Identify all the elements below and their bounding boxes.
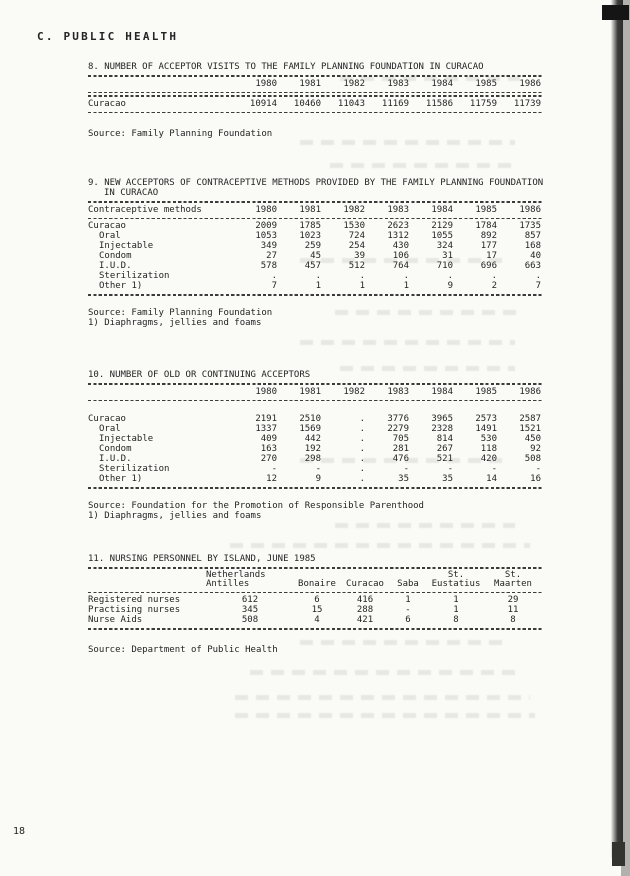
row-label: Condom <box>99 251 132 261</box>
column-header-line: Curacao <box>346 578 384 589</box>
cell: 106 <box>392 251 409 261</box>
cell: 11739 <box>513 98 541 109</box>
cell: - <box>403 464 409 474</box>
cell: 7 <box>535 281 541 291</box>
column-header <box>390 571 426 589</box>
column-header: Contraceptive methods <box>88 204 202 215</box>
cell: . <box>359 474 365 484</box>
year-header: 1984 <box>431 204 453 215</box>
year-header: 1982 <box>343 386 365 397</box>
table-row <box>88 444 544 454</box>
row-label: I.U.D. <box>99 454 132 464</box>
cell: 10914 <box>249 98 277 109</box>
row-label: Sterilization <box>99 271 170 281</box>
source-line: Source: Foundation for the Promotion of Responsible Parenthood <box>88 500 424 511</box>
year-header: 1985 <box>475 78 497 89</box>
cell: . <box>491 271 497 281</box>
scan-bottom-mark <box>612 842 625 866</box>
row-label: Curacao <box>88 98 126 109</box>
cell: 267 <box>436 444 453 454</box>
cell: 512 <box>348 261 365 271</box>
year-header: 1984 <box>431 78 453 89</box>
cell: 11759 <box>469 98 497 109</box>
cell: 1055 <box>431 231 453 241</box>
cell: 9 <box>447 281 453 291</box>
cell: . <box>359 444 365 454</box>
cell: 2328 <box>431 424 453 434</box>
cell: 416 <box>356 595 374 605</box>
bleed-through-mark <box>235 695 530 700</box>
table-11-header-row <box>88 571 544 589</box>
cell: 696 <box>480 261 497 271</box>
cell: 168 <box>524 241 541 251</box>
table-row <box>88 464 544 474</box>
cell: 724 <box>348 231 365 241</box>
cell: 1337 <box>255 424 277 434</box>
cell: 476 <box>392 454 409 464</box>
cell: 6 <box>314 595 320 605</box>
cell: 1569 <box>299 424 321 434</box>
row-label: Injectable <box>99 241 154 251</box>
cell: 10460 <box>293 98 321 109</box>
cell: 2510 <box>299 414 321 424</box>
cell: 508 <box>524 454 541 464</box>
cell: 163 <box>260 444 277 454</box>
cell: . <box>535 271 541 281</box>
year-header: 1981 <box>299 78 321 89</box>
column-header <box>294 571 340 589</box>
table-row <box>88 434 544 444</box>
cell: . <box>359 424 365 434</box>
column-header <box>206 571 294 589</box>
bleed-through-mark <box>300 258 505 263</box>
dashed-rule <box>88 567 544 569</box>
table-9-title-line1: 9. NEW ACCEPTORS OF CONTRACEPTIVE METHODS PROVIDED BY THE FAMILY PLANNING FOUNDATION <box>88 178 544 188</box>
cell: 4 <box>314 615 320 625</box>
cell: 1 <box>453 595 459 605</box>
source-line: Source: Family Planning Foundation <box>88 129 273 139</box>
cell: 8 <box>453 615 459 625</box>
cell: 12 <box>266 474 277 484</box>
cell: 421 <box>356 615 374 625</box>
source-line: Source: Department of Public Health <box>88 644 278 655</box>
cell: 2587 <box>519 414 541 424</box>
cell: 192 <box>304 444 321 454</box>
year-header: 1986 <box>519 204 541 215</box>
dashed-rule <box>88 112 544 114</box>
cell: - <box>535 464 541 474</box>
cell: - <box>405 605 411 615</box>
cell: 16 <box>530 474 541 484</box>
table-row <box>88 99 544 109</box>
bleed-through-mark <box>335 523 515 528</box>
dashed-rule <box>88 628 544 630</box>
table-row <box>88 271 544 281</box>
cell: 11043 <box>337 98 365 109</box>
cell: 2 <box>491 281 497 291</box>
table-10-years-row <box>88 387 544 397</box>
column-header-line: Netherlands <box>206 569 266 580</box>
cell: 11586 <box>425 98 453 109</box>
scan-edge-shadow <box>611 0 623 858</box>
table-row <box>88 414 544 424</box>
cell: 1312 <box>387 231 409 241</box>
dashed-rule <box>88 95 544 97</box>
cell: - <box>447 464 453 474</box>
cell: 508 <box>241 615 259 625</box>
cell: 1 <box>359 281 365 291</box>
year-header: 1980 <box>255 204 277 215</box>
year-header: 1980 <box>255 78 277 89</box>
row-label: Oral <box>99 231 121 241</box>
cell: . <box>359 271 365 281</box>
cell: 1023 <box>299 231 321 241</box>
cell: 2191 <box>255 414 277 424</box>
cell: . <box>359 454 365 464</box>
cell: 298 <box>304 454 321 464</box>
table-row <box>88 231 544 241</box>
bleed-through-mark <box>300 458 505 463</box>
cell: 3965 <box>431 414 453 424</box>
cell: 324 <box>436 241 453 251</box>
cell: . <box>359 464 365 474</box>
cell: 15 <box>311 605 323 615</box>
cell: . <box>403 271 409 281</box>
cell: . <box>359 414 365 424</box>
year-header: 1986 <box>519 78 541 89</box>
cell: 1785 <box>299 221 321 231</box>
bleed-through-mark <box>340 76 520 81</box>
row-label: Practising nurses <box>88 605 181 615</box>
spacer <box>88 387 233 397</box>
year-header: 1982 <box>343 78 365 89</box>
cell: . <box>447 271 453 281</box>
column-header-line: St. <box>447 569 465 580</box>
cell: 40 <box>530 251 541 261</box>
cell: 177 <box>480 241 497 251</box>
cell: 705 <box>392 434 409 444</box>
cell: 1530 <box>343 221 365 231</box>
cell: 254 <box>348 241 365 251</box>
year-header: 1984 <box>431 386 453 397</box>
row-label: Oral <box>99 424 121 434</box>
cell: 281 <box>392 444 409 454</box>
cell: . <box>315 271 321 281</box>
column-header-line: St. <box>504 569 522 580</box>
cell: 764 <box>392 261 409 271</box>
table-row <box>88 424 544 434</box>
year-header: 1986 <box>519 386 541 397</box>
cell: . <box>359 434 365 444</box>
cell: 2129 <box>431 221 453 231</box>
dashed-rule <box>88 400 544 402</box>
table-9-title-line2: IN CURACAO <box>104 188 159 198</box>
table-row <box>88 241 544 251</box>
cell: 259 <box>304 241 321 251</box>
row-label: Injectable <box>99 434 154 444</box>
cell: 35 <box>398 474 409 484</box>
cell: 612 <box>241 595 259 605</box>
cell: 345 <box>241 605 259 615</box>
year-header: 1980 <box>255 386 277 397</box>
year-header: 1981 <box>299 386 321 397</box>
cell: 1491 <box>475 424 497 434</box>
cell: 578 <box>260 261 277 271</box>
cell: 29 <box>507 595 519 605</box>
table-row <box>88 615 544 625</box>
bleed-through-mark <box>300 140 515 145</box>
table-9-body <box>88 221 544 291</box>
table-11-title: 11. NURSING PERSONNEL BY ISLAND, JUNE 1985 <box>88 554 316 564</box>
cell: 9 <box>315 474 321 484</box>
cell: 288 <box>356 605 374 615</box>
cell: 349 <box>260 241 277 251</box>
bleed-through-mark <box>340 366 515 371</box>
cell: 11 <box>507 605 519 615</box>
spacer <box>88 571 206 589</box>
table-10-body <box>88 414 544 484</box>
cell: - <box>491 464 497 474</box>
cell: 8 <box>510 615 516 625</box>
table-row <box>88 474 544 484</box>
cell: 2623 <box>387 221 409 231</box>
table-9 <box>88 178 544 328</box>
column-header-line: Antilles <box>206 578 250 589</box>
row-label: Sterilization <box>99 464 170 474</box>
cell: 2573 <box>475 414 497 424</box>
dashed-rule <box>88 294 544 296</box>
year-header: 1983 <box>387 386 409 397</box>
cell: 892 <box>480 231 497 241</box>
cell: 6 <box>405 615 411 625</box>
row-label: Curacao <box>88 221 126 231</box>
bleed-through-mark <box>300 640 510 645</box>
cell: 3776 <box>387 414 409 424</box>
cell: 814 <box>436 434 453 444</box>
cell: 35 <box>442 474 453 484</box>
cell: 1 <box>405 595 411 605</box>
dashed-rule <box>88 487 544 489</box>
cell: 442 <box>304 434 321 444</box>
cell: 7 <box>271 281 277 291</box>
row-label: Curacao <box>88 414 126 424</box>
spacer <box>88 79 233 89</box>
year-header: 1982 <box>343 204 365 215</box>
bleed-through-mark <box>230 543 530 548</box>
year-header: 1985 <box>475 204 497 215</box>
table-10-title: 10. NUMBER OF OLD OR CONTINUING ACCEPTORS <box>88 370 311 380</box>
cell: - <box>271 464 277 474</box>
footnote: 1) Diaphragms, jellies and foams <box>88 510 262 521</box>
table-row <box>88 221 544 231</box>
cell: 11169 <box>381 98 409 109</box>
cell: 2009 <box>255 221 277 231</box>
footnote: 1) Diaphragms, jellies and foams <box>88 317 262 328</box>
bleed-through-mark <box>330 163 515 168</box>
table-row <box>88 595 544 605</box>
cell: 92 <box>530 444 541 454</box>
cell: 457 <box>304 261 321 271</box>
table-10 <box>88 370 544 521</box>
cell: 14 <box>486 474 497 484</box>
column-header-line: Saba <box>397 578 419 589</box>
row-label: Registered nurses <box>88 595 181 605</box>
cell: 1053 <box>255 231 277 241</box>
column-header-line: Maarten <box>494 578 532 589</box>
cell: 521 <box>436 454 453 464</box>
cell: 27 <box>266 251 277 261</box>
bleed-through-mark <box>335 310 520 315</box>
cell: 1521 <box>519 424 541 434</box>
row-label: Other 1) <box>99 281 143 291</box>
cell: 530 <box>480 434 497 444</box>
bleed-through-mark <box>235 713 535 718</box>
page-number: 18 <box>13 826 26 837</box>
table-11-body <box>88 595 544 625</box>
table-row <box>88 605 544 615</box>
cell: . <box>271 271 277 281</box>
year-header: 1983 <box>387 78 409 89</box>
scan-corner-mark <box>602 5 629 20</box>
cell: 420 <box>480 454 497 464</box>
column-header <box>340 571 390 589</box>
dashed-rule <box>88 383 544 385</box>
cell: 430 <box>392 241 409 251</box>
column-header-line: Bonaire <box>298 578 336 589</box>
cell: 1 <box>315 281 321 291</box>
dashed-rule <box>88 592 544 594</box>
cell: 1 <box>453 605 459 615</box>
cell: 2279 <box>387 424 409 434</box>
cell: 17 <box>486 251 497 261</box>
cell: 857 <box>524 231 541 241</box>
table-row <box>88 281 544 291</box>
table-9-header-row <box>88 205 544 215</box>
row-label: Condom <box>99 444 132 454</box>
cell: 31 <box>442 251 453 261</box>
cell: 270 <box>260 454 277 464</box>
cell: 450 <box>524 434 541 444</box>
column-header <box>486 571 540 589</box>
cell: 1 <box>403 281 409 291</box>
dashed-rule <box>88 201 544 203</box>
bleed-through-mark <box>250 670 520 675</box>
table-8-title: 8. NUMBER OF ACCEPTOR VISITS TO THE FAMILY PLANNING FOUNDATION IN CURACAO <box>88 62 484 72</box>
cell: - <box>315 464 321 474</box>
dashed-rule <box>88 92 544 94</box>
bleed-through-mark <box>300 340 515 345</box>
cell: 39 <box>354 251 365 261</box>
year-header: 1983 <box>387 204 409 215</box>
cell: 1735 <box>519 221 541 231</box>
dashed-rule <box>88 218 544 220</box>
year-header: 1981 <box>299 204 321 215</box>
column-header-line: Eustatius <box>431 578 481 589</box>
row-label: Nurse Aids <box>88 615 143 625</box>
cell: 663 <box>524 261 541 271</box>
cell: 45 <box>310 251 321 261</box>
table-8 <box>88 62 544 139</box>
row-label: Other 1) <box>99 474 143 484</box>
year-header: 1985 <box>475 386 497 397</box>
cell: 710 <box>436 261 453 271</box>
column-header <box>426 571 486 589</box>
section-title: C. PUBLIC HEALTH <box>37 30 179 43</box>
cell: 1784 <box>475 221 497 231</box>
row-label: I.U.D. <box>99 261 132 271</box>
cell: 409 <box>260 434 277 444</box>
source-line: Source: Family Planning Foundation <box>88 307 273 318</box>
cell: 118 <box>480 444 497 454</box>
